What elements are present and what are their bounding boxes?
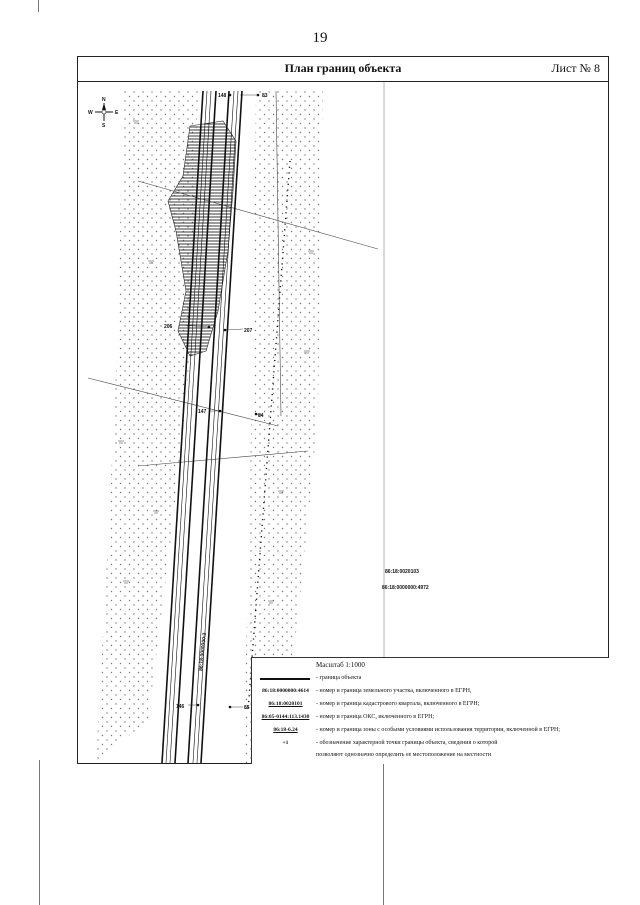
compass-s: S (102, 123, 106, 129)
compass-n: N (102, 97, 106, 103)
legend-text: - номер и граница кадастрового квартала, включенного в ЕГРН; (316, 701, 480, 707)
parcel-label-road: 86:18:0000000:2 (198, 632, 209, 672)
legend-symbol: 86:18-6.24 (273, 727, 298, 733)
sheet-number: Лист № 8 (551, 61, 600, 75)
scan-edge-center (383, 764, 384, 905)
legend-line-symbol (260, 678, 310, 680)
map-sheet (77, 56, 609, 764)
legend-row-special-zone (252, 725, 609, 737)
scan-edge-left-lower (39, 760, 40, 905)
parcel-label-right: 86:18:0000000:4972 (382, 585, 429, 591)
map-legend (251, 657, 609, 764)
point-label-148: 148 (218, 93, 227, 99)
point-label-83: 83 (262, 93, 268, 99)
sheet-title: План границ объекта (284, 61, 402, 75)
legend-text: - граница объекта (316, 675, 362, 681)
quarter-label: 86:18:0020103 (385, 569, 419, 575)
scale-label: Масштаб 1:1000 (316, 661, 365, 669)
legend-row-point (252, 738, 609, 750)
legend-text: - обозначение характерной точки границы объекта, сведения о которой (316, 740, 498, 746)
legend-row-point-note (252, 750, 609, 762)
scan-edge-left (38, 0, 39, 12)
legend-text: позволяют однозначно определить ее местоположение на местности (316, 752, 492, 758)
legend-text: - номер и граница зоны с особыми условиями использования территории, включенной в ЕГРН; (316, 727, 561, 733)
compass-w: W (88, 110, 93, 116)
point-label-207: 207 (244, 328, 253, 334)
legend-row-oks (252, 712, 609, 724)
point-label-147: 147 (198, 409, 207, 415)
legend-row-object-boundary (252, 673, 609, 685)
legend-row-land-parcel (252, 686, 609, 698)
legend-symbol: 86:18:0000000:4614 (262, 688, 309, 694)
legend-symbol: 86:05-0144:113.1430 (261, 714, 310, 720)
compass-rose (88, 97, 119, 129)
point-label-206: 206 (164, 324, 173, 330)
legend-text: - номер и граница ОКС, включенного в ЕГРН; (316, 714, 435, 720)
point-label-146: 146 (176, 704, 185, 710)
point-label-84: 84 (258, 413, 264, 419)
legend-symbol: +1 (282, 740, 289, 746)
legend-row-cadastral-quarter (252, 699, 609, 711)
sheet-header (78, 57, 608, 82)
point-label-85: 85 (244, 705, 250, 711)
legend-symbol: 86:18:0020101 (268, 701, 303, 707)
compass-e: E (115, 110, 119, 116)
page-number: 19 (312, 30, 328, 46)
legend-text: - номер и граница земельного участка, включенного в ЕГРН, (316, 688, 472, 694)
